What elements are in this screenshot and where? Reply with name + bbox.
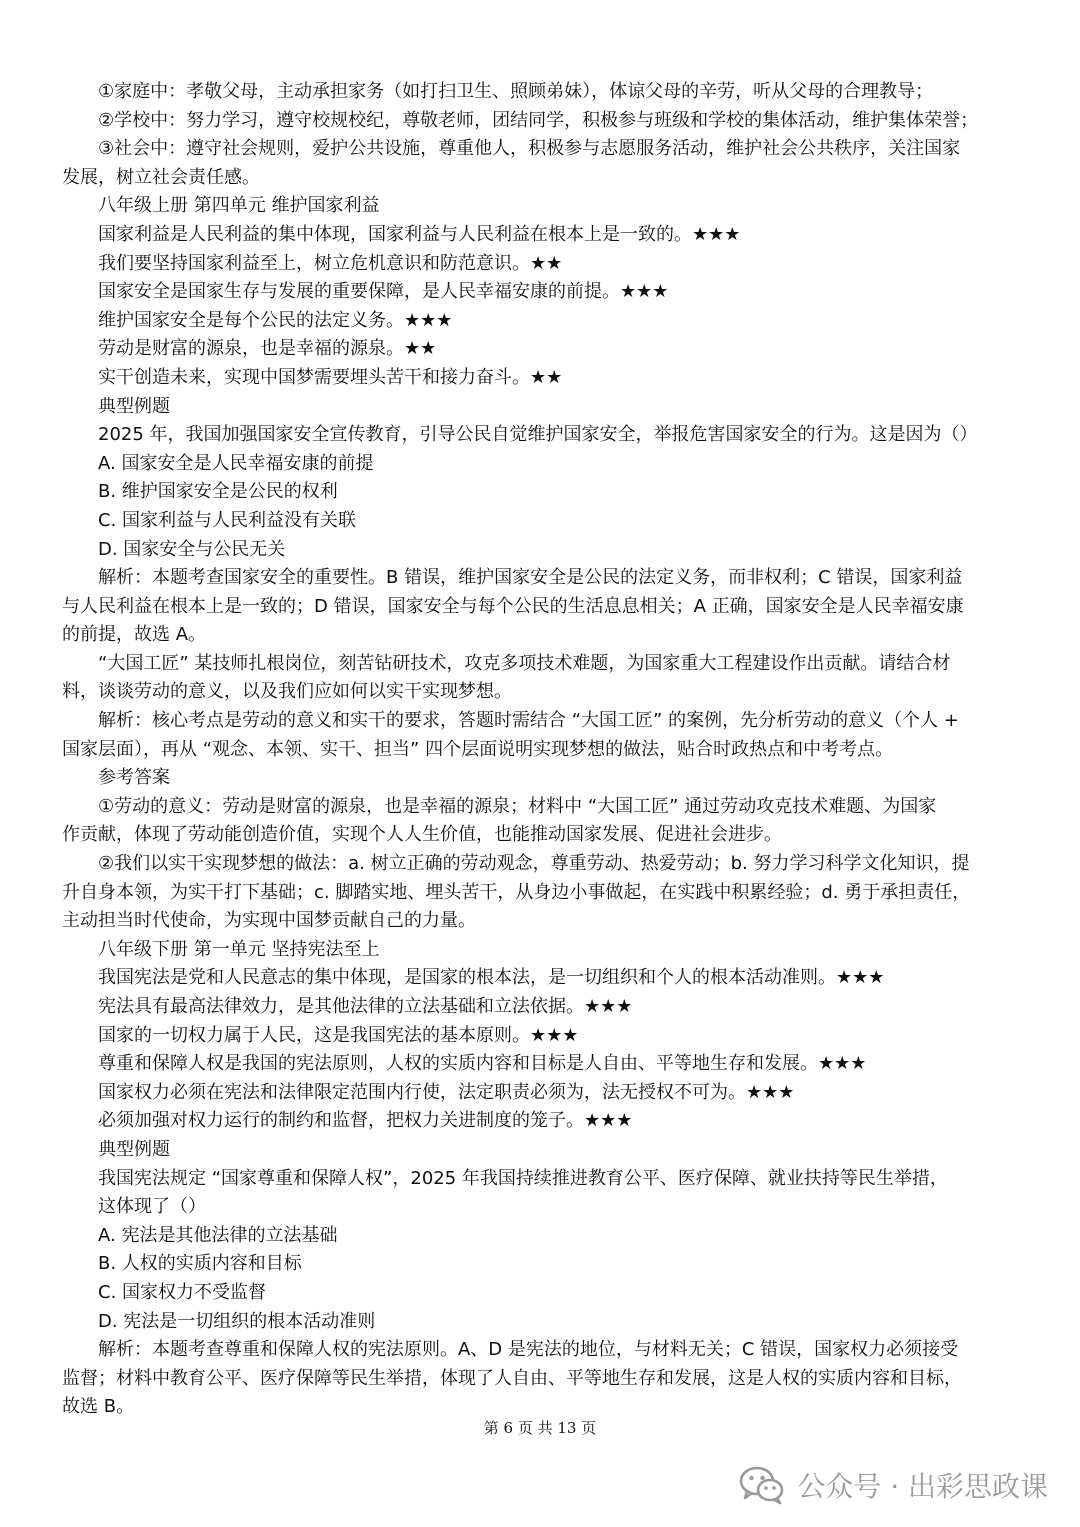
text-line: A. 国家安全是人民幸福安康的前提 <box>98 452 374 474</box>
text-line: 料，谈谈劳动的意义，以及我们应如何以实干实现梦想。 <box>62 681 512 703</box>
text-line: 八年级上册 第四单元 维护国家利益 <box>98 195 380 217</box>
text-line: 升自身本领，为实干打下基础；c. 脚踏实地、埋头苦干，从身边小事做起，在实践中积累经验；d. 勇于承担责任， <box>62 881 971 903</box>
text-line: 典型例题 <box>98 395 170 417</box>
text-line: 发展，树立社会责任感。 <box>62 166 260 188</box>
text-line: 监督；材料中教育公平、医疗保障等民生举措，体现了人自由、平等地生存和发展，这是人权的实质内容和目标， <box>62 1367 962 1389</box>
text-line: ②我们以实干实现梦想的做法：a. 树立正确的劳动观念，尊重劳动、热爱劳动；b. 努力学习科学文化知识，提 <box>98 853 970 875</box>
text-line: ①家庭中：孝敬父母，主动承担家务（如打扫卫生、照顾弟妹），体谅父母的辛劳，听从父母的合理教导； <box>98 81 934 102</box>
text-line: 国家利益是人民利益的集中体现，国家利益与人民利益在根本上是一致的。★★★ <box>98 223 741 245</box>
text-line: 国家安全是国家生存与发展的重要保障，是人民幸福安康的前提。★★★ <box>98 281 669 303</box>
text-line: 与人民利益在根本上是一致的；D 错误，国家安全与每个公民的生活息息相关；A 正确，国家安全是人民幸福安康 <box>62 595 964 617</box>
text-line: ①劳动的意义：劳动是财富的源泉，也是幸福的源泉；材料中 “大国工匠” 通过劳动攻克技术难题、为国家 <box>98 795 937 817</box>
text-line: D. 国家安全与公民无关 <box>98 538 286 560</box>
text-line: B. 人权的实质内容和目标 <box>98 1253 302 1275</box>
text-line: 我国宪法是党和人民意志的集中体现，是国家的根本法，是一切组织和个人的根本活动准则。★★★ <box>98 967 885 989</box>
text-line: 宪法具有最高法律效力，是其他法律的立法基础和立法依据。★★★ <box>98 996 633 1017</box>
text-line: 解析：本题考查国家安全的重要性。B 错误，维护国家安全是公民的法定义务，而非权利；C 错误，国家利益 <box>98 567 963 589</box>
text-line: ③社会中：遵守社会规则，爱护公共设施，尊重他人，积极参与志愿服务活动，维护社会公共秩序，关注国家 <box>98 138 961 160</box>
text-line: 尊重和保障人权是我国的宪法原则，人权的实质内容和目标是人自由、平等地生存和发展。★★★ <box>98 1053 867 1075</box>
text-line: C. 国家权力不受监督 <box>98 1281 267 1303</box>
text-line: 解析：核心考点是劳动的意义和实干的要求，答题时需结合 “大国工匠” 的案例，先分析劳动的意义（个人 + <box>98 710 959 732</box>
document-body <box>62 78 1022 1422</box>
text-line: 典型例题 <box>98 1138 170 1160</box>
page-number: 第 6 页 共 13 页 <box>483 1419 597 1437</box>
text-line: 2025 年，我国加强国家安全宣传教育，引导公民自觉维护国家安全，举报危害国家安全的行为。这是因为（） <box>98 424 978 446</box>
text-line: 故选 B。 <box>62 1396 135 1418</box>
text-line: D. 宪法是一切组织的根本活动准则 <box>98 1310 376 1332</box>
text-line: 参考答案 <box>98 767 170 789</box>
text-line: 国家层面），再从 “观念、本领、实干、担当” 四个层面说明实现梦想的做法，贴合时政热点和中考考点。 <box>62 738 894 760</box>
text-line: 实干创造未来，实现中国梦需要埋头苦干和接力奋斗。★★ <box>98 366 563 388</box>
text-line: 我国宪法规定 “国家尊重和保障人权”，2025 年我国持续推进教育公平、医疗保障、就业扶持等民生举措， <box>98 1167 948 1189</box>
text-line: B. 维护国家安全是公民的权利 <box>98 481 338 503</box>
text-line: C. 国家利益与人民利益没有关联 <box>98 509 357 531</box>
text-line: 国家的一切权力属于人民，这是我国宪法的基本原则。★★★ <box>98 1024 579 1046</box>
text-line: 劳动是财富的源泉，也是幸福的源泉。★★ <box>98 338 437 360</box>
text-line: 我们要坚持国家利益至上，树立危机意识和防范意识。★★ <box>98 252 563 274</box>
text-line: 国家权力必须在宪法和法律限定范围内行使，法定职责必须为，法无授权不可为。★★★ <box>98 1081 795 1103</box>
text-line: ②学校中：努力学习，遵守校规校纪，尊敬老师，团结同学，积极参与班级和学校的集体活动，维护集体荣誉； <box>98 109 979 131</box>
text-line: 这体现了（） <box>98 1196 206 1218</box>
text-line: 的前提，故选 A。 <box>62 624 207 646</box>
text-line: 主动担当时代使命，为实现中国梦贡献自己的力量。 <box>62 910 476 932</box>
text-line: 解析：本题考查尊重和保障人权的宪法原则。A、D 是宪法的地位，与材料无关；C 错误，国家权力必须接受 <box>98 1339 959 1361</box>
watermark-text: 公众号 · 出彩思政课 <box>797 1470 1048 1503</box>
text-line: 八年级下册 第一单元 坚持宪法至上 <box>98 938 380 960</box>
text-line: A. 宪法是其他法律的立法基础 <box>98 1224 338 1246</box>
text-line: 必须加强对权力运行的制约和监督，把权力关进制度的笼子。★★★ <box>98 1110 633 1132</box>
text-line: “大国工匠” 某技师扎根岗位，刻苦钻研技术，攻克多项技术难题，为国家重大工程建设作出贡献。请结合材 <box>98 652 951 674</box>
watermark <box>739 1462 1048 1508</box>
text-line: 作贡献，体现了劳动能创造价值，实现个人人生价值，也能推动国家发展、促进社会进步。 <box>62 824 782 846</box>
wechat-icon <box>739 1465 785 1505</box>
text-line: 维护国家安全是每个公民的法定义务。★★★ <box>98 309 453 331</box>
